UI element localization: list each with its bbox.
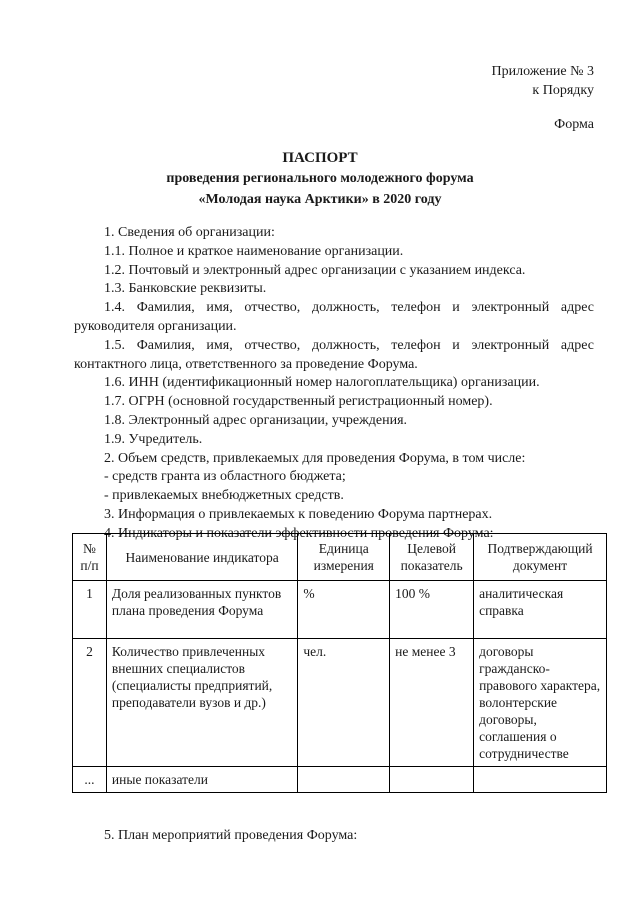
annex-reference (492, 62, 595, 100)
annex-number: Приложение № 3 (491, 64, 594, 79)
cell-document: договоры гражданско-правового характера, волонтерские договоры, соглашения о сотрудничестве (474, 639, 607, 767)
table-row (73, 767, 607, 793)
col-header-number: № п/п (73, 534, 107, 581)
item-5: 5. План мероприятий проведения Форума: (104, 828, 358, 843)
table-header-row (73, 534, 607, 581)
table-row (73, 581, 607, 639)
item-1-5: 1.5. Фамилия, имя, отчество, должность, телефон и электронный адрес контактного лица, ответственного за проведение Форума. (74, 337, 594, 372)
item-1: 1. Сведения об организации: (104, 225, 275, 240)
document-title: ПАСПОРТ (282, 150, 358, 166)
item-1-4: 1.4. Фамилия, имя, отчество, должность, телефон и электронный адрес руководителя организации. (74, 300, 594, 334)
document-subtitle-forum: «Молодая наука Арктики» в 2020 году (198, 192, 442, 207)
col-header-target: Целевой показатель (390, 534, 474, 581)
annex-order: к Порядку (532, 83, 594, 98)
col-header-unit: Единица измерения (298, 534, 390, 581)
item-1-8: 1.8. Электронный адрес организации, учреждения. (104, 412, 408, 428)
item-2: 2. Объем средств, привлекаемых для проведения Форума, в том числе: (104, 450, 526, 466)
table-row (73, 639, 607, 767)
item-1-2: 1.2. Почтовый и электронный адрес организации с указанием индекса. (104, 262, 526, 278)
item-1-9: 1.9. Учредитель. (104, 431, 203, 447)
document-subtitle: проведения регионального молодежного форума (166, 171, 474, 186)
item-4: 4. Индикаторы и показатели эффективности проведения Форума: (104, 525, 494, 541)
col-header-indicator: Наименование индикатора (106, 534, 297, 581)
item-2-extra: - привлекаемых внебюджетных средств. (104, 488, 344, 504)
item-3: 3. Информация о привлекаемых к поведению Форума партнерах. (104, 506, 493, 522)
cell-unit: % (298, 581, 390, 639)
cell-target (390, 767, 474, 793)
cell-target: не менее 3 (390, 639, 474, 767)
cell-indicator: Доля реализованных пунктов плана проведения Форума (106, 581, 297, 639)
cell-indicator: Количество привлеченных внешних специалистов (специалисты предприятий, преподаватели вузов и др.) (106, 639, 297, 767)
passport-items (74, 224, 594, 544)
form-label: Форма (554, 117, 594, 132)
cell-document (474, 767, 607, 793)
cell-unit: чел. (298, 639, 390, 767)
col-header-document: Подтверждающий документ (474, 534, 607, 581)
item-1-3: 1.3. Банковские реквизиты. (104, 281, 267, 297)
indicators-table (72, 533, 607, 793)
item-1-6: 1.6. ИНН (идентификационный номер налогоплательщика) организации. (104, 375, 540, 391)
item-2-grant: - средств гранта из областного бюджета; (104, 469, 346, 485)
cell-number: ... (73, 767, 107, 793)
cell-number: 2 (73, 639, 107, 767)
item-1-7: 1.7. ОГРН (основной государственный регистрационный номер). (104, 394, 493, 410)
cell-document: аналитическая справка (474, 581, 607, 639)
cell-number: 1 (73, 581, 107, 639)
cell-target: 100 % (390, 581, 474, 639)
item-1-1: 1.1. Полное и краткое наименование организации. (104, 243, 404, 259)
cell-indicator: иные показатели (106, 767, 297, 793)
cell-unit (298, 767, 390, 793)
